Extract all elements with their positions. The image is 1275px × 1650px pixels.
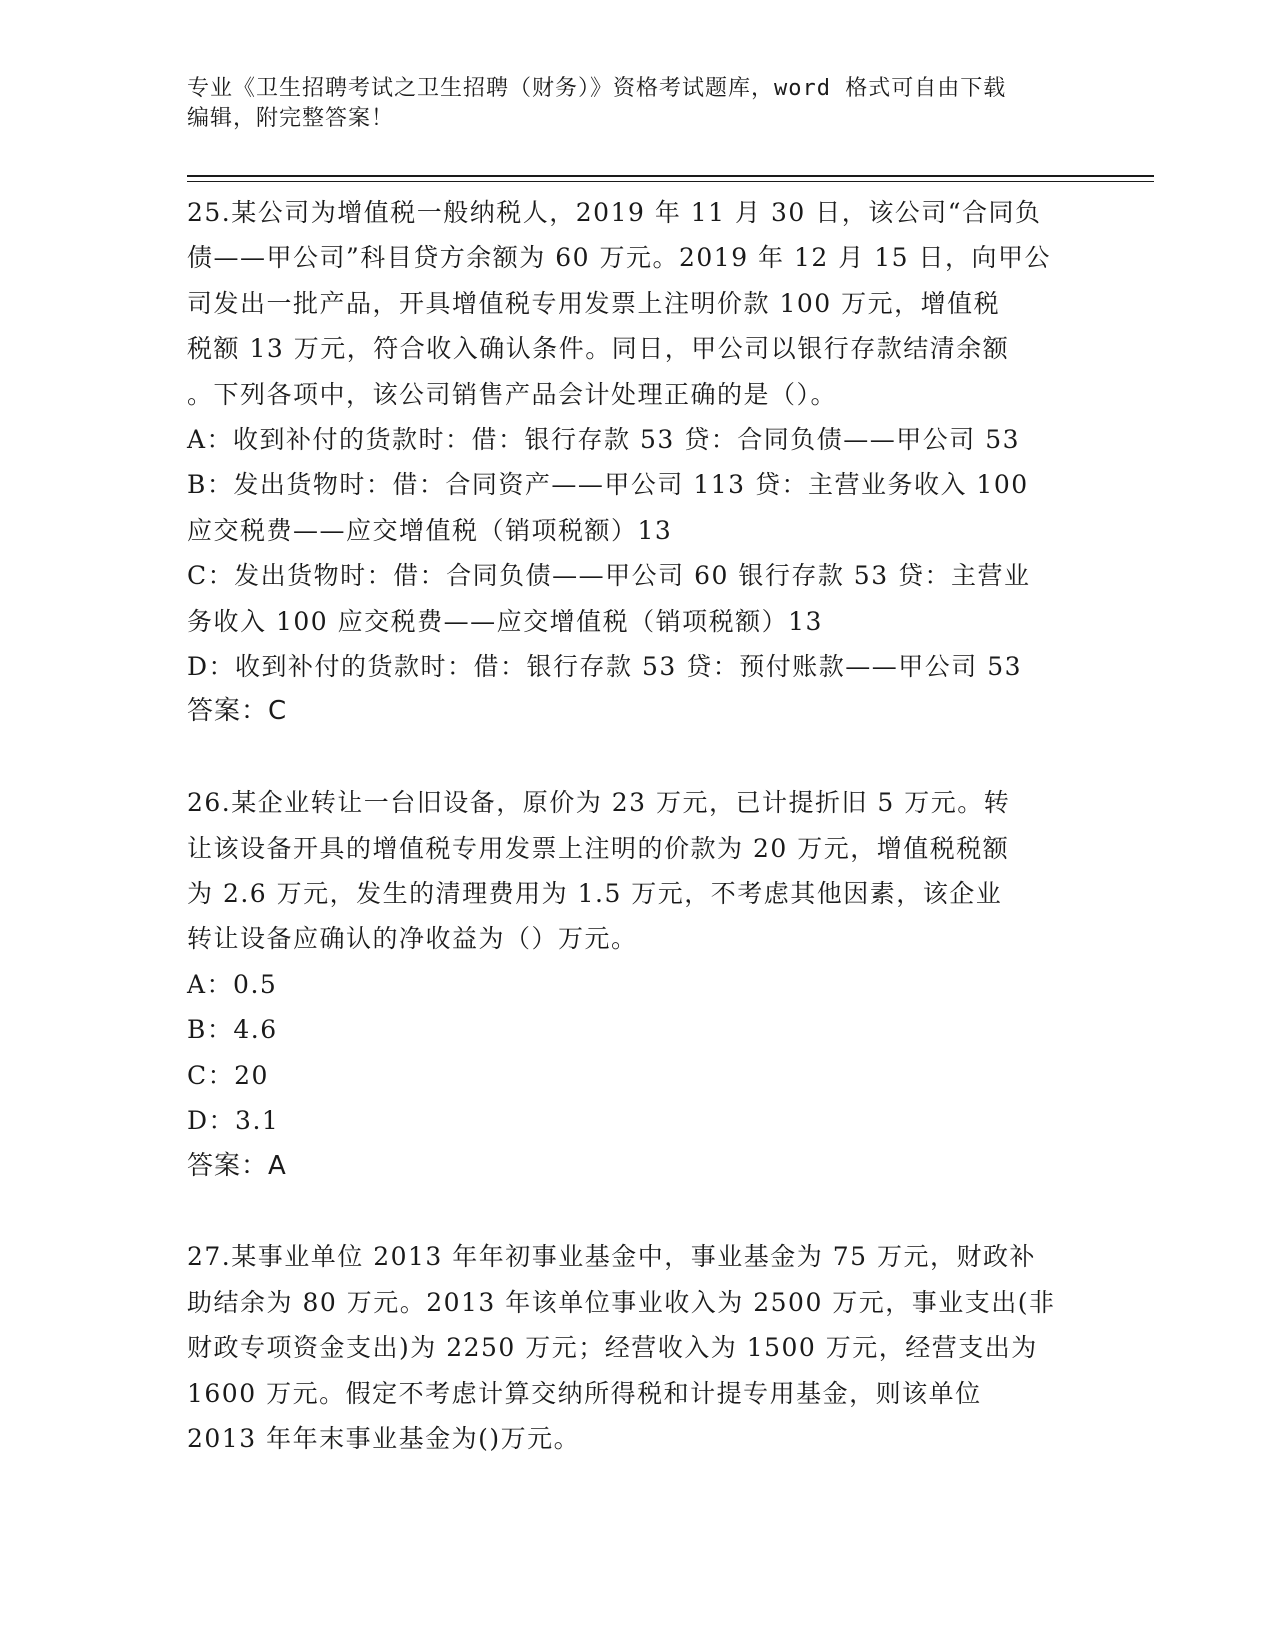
question-stem-line: 为 2.6 万元，发生的清理费用为 1.5 万元，不考虑其他因素，该企业	[187, 879, 1003, 909]
option-b-continued: 应交税费——应交增值税（销项税额）13	[187, 515, 673, 545]
question-stem-line: 27.某事业单位 2013 年年初事业基金中，事业基金为 75 万元，财政补	[187, 1242, 1036, 1272]
option-c-continued: 务收入 100 应交税费——应交增值税（销项税额）13	[187, 606, 823, 636]
question-stem-line: 财政专项资金支出)为 2250 万元；经营收入为 1500 万元，经营支出为	[187, 1333, 1038, 1363]
spacer	[187, 735, 1087, 780]
question-stem-line: 转让设备应确认的净收益为（）万元。	[187, 924, 638, 954]
question-stem-line: 让该设备开具的增值税专用发票上注明的价款为 20 万元，增值税税额	[187, 833, 1010, 863]
question-27	[187, 1234, 1087, 1461]
answer-label: 答案：A	[187, 1150, 287, 1181]
option-c: C：发出货物时：借：合同负债——甲公司 60 银行存款 53 贷：主营业	[187, 561, 1031, 591]
question-26	[187, 780, 1087, 1189]
question-stem-line: 债——甲公司”科目贷方余额为 60 万元。2019 年 12 月 15 日，向甲公	[187, 243, 1051, 273]
spacer	[187, 1189, 1087, 1234]
answer-label: 答案：C	[187, 696, 288, 727]
option-b: B：4.6	[187, 1015, 278, 1045]
header-divider-thin	[187, 181, 1154, 182]
question-stem-line: 25.某公司为增值税一般纳税人，2019 年 11 月 30 日，该公司“合同负	[187, 198, 1042, 227]
question-stem-line: 1600 万元。假定不考虑计算交纳所得税和计提专用基金，则该单位	[187, 1378, 982, 1408]
question-25	[187, 190, 1087, 735]
option-b: B：发出货物时：借：合同资产——甲公司 113 贷：主营业务收入 100	[187, 470, 1029, 500]
question-stem-line: 26.某企业转让一台旧设备，原价为 23 万元，已计提折旧 5 万元。转	[187, 788, 1011, 818]
option-d: D：3.1	[187, 1106, 280, 1136]
header-line: 专业《卫生招聘考试之卫生招聘（财务）》资格考试题库，word 格式可自由下载	[187, 76, 1007, 101]
option-c: C：20	[187, 1060, 269, 1090]
question-stem-line: 助结余为 80 万元。2013 年该单位事业收入为 2500 万元，事业支出(非	[187, 1287, 1056, 1317]
option-a: A：0.5	[187, 969, 278, 999]
header-divider	[187, 175, 1154, 177]
question-stem-line: 税额 13 万元，符合收入确认条件。同日，甲公司以银行存款结清余额	[187, 334, 1010, 364]
page-header	[187, 74, 1067, 134]
question-stem-line: 2013 年年末事业基金为()万元。	[187, 1423, 581, 1453]
option-a: A：收到补付的货款时：借：银行存款 53 贷：合同负债——甲公司 53	[187, 425, 1021, 455]
header-line: 编辑，附完整答案！	[187, 106, 395, 131]
question-stem-line: 。下列各项中，该公司销售产品会计处理正确的是（）。	[187, 379, 838, 409]
option-d: D：收到补付的货款时：借：银行存款 53 贷：预付账款——甲公司 53	[187, 652, 1023, 682]
question-stem-line: 司发出一批产品，开具增值税专用发票上注明价款 100 万元，增值税	[187, 288, 1001, 318]
question-list	[187, 190, 1087, 1461]
